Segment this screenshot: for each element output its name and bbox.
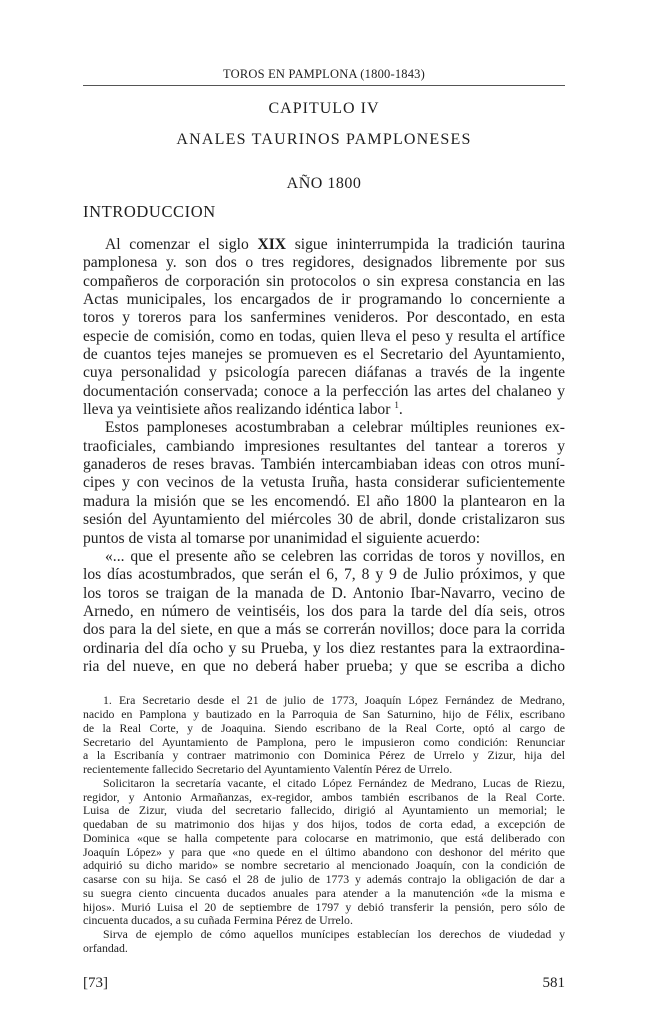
body-line: madura la misión que se les encomendó. El año 1800 la plantearon en la [83,492,565,510]
footnote-line: Sirva de ejemplo de cómo aquellos munícipes establecían los derechos de viudedad y [103,927,565,941]
footnote-line: Dominica «que se halla competente para colocarse en matrimonio, que está deliberado con [83,830,565,845]
footnote-ref-1[interactable]: 1 [394,399,399,410]
footnote-line: cincuenta ducados, a su cuñada Fermina Pérez de Urrelo. [83,913,353,928]
chapter-title: ANALES TAURINOS PAMPLONESES [176,131,472,148]
section-heading: INTRODUCCION [83,202,216,221]
body-line: «... que el presente año se celebren las corridas de toros y novillos, en [105,547,565,565]
footnote-line: casarse con su hija. Se casó el 28 de julio de 1773 y además contrajo la obligación de dar a [83,872,565,886]
paragraph-3-quote [83,548,565,676]
body-line: Arnedo, en número de veintiséis, los dos para la tarde del día seis, otros [83,602,565,620]
page-number: 581 [542,974,565,991]
footnote-1 [83,694,565,777]
body-line: puntos de vista al tomarse por unanimidad el siguiente acuerdo: [83,529,481,547]
footnote-line: Joaquín López» y para que «no quede en el último abandono con deshonor del mérito que [83,844,565,859]
footnote-line: Secretario del Ayuntamiento de Pamplona, pero le impusieron como condición: Renunciar [83,734,565,749]
body-line: documentación conservada; conoce a la perfección las artes del chalaneo y [83,382,565,400]
header-rule [83,85,565,86]
body-line: cuya personalidad y psicología parecen diáfanas a través de la ingente [83,364,565,382]
folio-left: [73] [83,974,108,991]
body-text [83,236,565,676]
footnotes [83,694,565,955]
body-line: traoficiales, cambiando impresiones resultantes del tantear a toreros y [83,437,565,455]
body-line: dos para la del siete, en que a más se correrán novillos; doce para la corrida [83,621,565,639]
footnote-line: quedaban de su matrimonio dos hijas y dos hijos, todos de corta edad, a excepción de [83,817,565,831]
body-line: los días acostumbrados, que serán el 6, 7, 8 y 9 de Julio próximos, y que [83,566,565,584]
footnote-line: su suegra ciento cincuenta ducados anuales para atender a la manutención «de la misma e [83,885,565,900]
body-line: Estos pamploneses acostumbraban a celebrar múltiples reuniones ex- [105,419,565,437]
footnote-1-closing [83,928,565,956]
body-line: ganaderos de reses bravas. También intercambiaban ideas con otros muní- [83,456,565,474]
body-line: toros y toreros para los sanfermines venideros. Por descontado, en esta [83,309,565,327]
footnote-1-continued [83,777,565,928]
body-line: Al comenzar el siglo XIX sigue ininterrumpida la tradición taurina [105,236,565,253]
running-head: TOROS EN PAMPLONA (1800-1843) [222,67,425,81]
body-line: compañeros de corporación sin protocolos o sin expresa constancia en las [83,272,565,290]
body-line: ria del nueve, en que no deberá haber prueba; y que se escriba a dicho [83,657,565,675]
footnote-line: a la Escribanía y contraer matrimonio con Dominica Pérez de Urrelo y Zizur, hija del [83,748,565,763]
footnote-line: hijos». Murió Luisa el 20 de septiembre de 1797 y debió transferir la pensión, pero sólo de [83,899,565,914]
century-numeral: XIX [257,236,287,253]
paragraph-2 [83,419,565,547]
body-line: ordinaria del día ocho y su Prueba, y los diez restantes para la extraordina- [83,639,565,657]
footnote-line: orfandad. [83,940,128,955]
body-line: especie de comisión, como en todas, quien lleva el peso y resulta el artífice [83,327,565,345]
body-line: cipes y con vecinos de la vetusta Iruña, hasta considerar suficientemente [83,474,565,492]
body-line: Actas municipales, los encargados de ir programando lo concerniente a [83,291,565,309]
footnote-line: de la Real Corte, y de Joaquina. Siendo escribano de la Real Corte, optó al cargo de [83,720,565,735]
body-line: de cuantos tejes manejes se promueven es el Secretario del Ayuntamiento, [83,346,565,364]
footnote-line: regidor, y Antonio Armañanzas, ex-regidor, ambos también escribanos de la Real Corte. [83,789,565,804]
body-line: lleva ya veintisiete años realizando idéntica labor $^1$. [83,399,403,419]
body-line: pamplonesa y. son dos o tres regidores, designados libremente por sus [83,254,565,272]
chapter-number: CAPITULO IV [268,100,380,117]
footnote-line: nacido en Pamplona y bautizado en la Parroquia de San Saturnino, hijo de Félix, escribano [83,707,565,721]
footnote-line: Solicitaron la secretaría vacante, el citado López Fernández de Medrano, Lucas de Riezu, [103,775,565,790]
footnote-line: recientemente fallecido Secretario del Ayuntamiento Valentín Pérez de Urrelo. [83,762,453,776]
page-footer [83,974,565,992]
footnote-line: Luisa de Zizur, viuda del secretario fallecido, dirigió al Ayuntamiento un memorial; le [83,803,565,818]
paragraph-1 [83,236,565,419]
footnote-line: 1. Era Secretario desde el 21 de julio de 1773, Joaquín López Fernández de Medrano, [103,693,565,708]
footnote-line: adquirió su dicho marido» se nombre secretario al mencionado Joaquín, con la condición de [83,858,565,873]
body-line: los toros se traigan de la manada de D. Antonio Ibar-Navarro, vecino de [83,584,565,602]
document-page [83,0,565,1022]
body-line: sesión del Ayuntamiento del miércoles 30 de abril, donde cristalizaron sus [83,511,565,529]
year-heading: AÑO 1800 [286,175,362,192]
